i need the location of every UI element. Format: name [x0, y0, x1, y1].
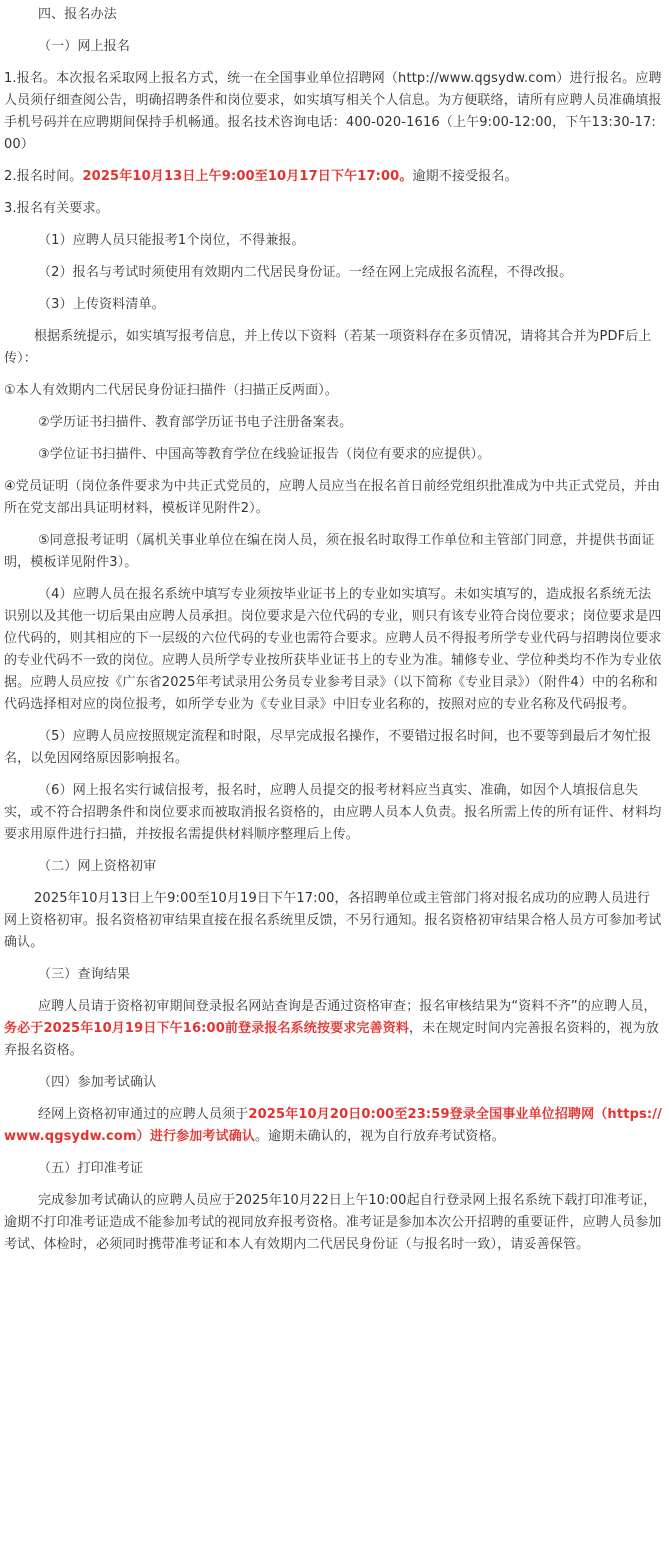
requirement-3: （3）上传资料清单。: [38, 297, 165, 312]
query-results-text: 应聘人员请于资格初审期间登录报名网站查询是否通过资格审查；报名审核结果为“资料不齐”的应聘人员，: [38, 999, 657, 1014]
requirement-4: （4）应聘人员在报名系统中填写专业须按毕业证书上的专业如实填写。未如实填写的，造成报名系统无法识别以及其他一切后果由应聘人员承担。岗位要求是六位代码的专业，则只有该专业符合岗位要求；岗位要求是四位代码的，则其相应的下一层级的六位代码的专业也需符合要求。应聘人员不得报考所学专业代码与招聘岗位要求的专业代码不一致的岗位。应聘人员所学专业按所获毕业证书上的专业为准。辅修专业、学位种类均不作为专业依据。应聘人员应按《广东省2025年考试录用公务员专业参考目录》（以下简称《专业目录》）（附件4）中的名称和代码选择相对应的岗位报考，如所学专业为《专业目录》中旧专业名称的，按照对应的专业名称及代码报考。: [4, 587, 662, 712]
exam-confirmation-note: 。逾期未确认的，视为自行放弃考试资格。: [255, 1129, 505, 1144]
exam-confirmation-text: 经网上资格初审通过的应聘人员须于: [38, 1107, 249, 1122]
upload-list-description: 根据系统提示，如实填写报考信息，并上传以下资料（若某一项资料存在多页情况，请将其合并为PDF后上传）：: [4, 329, 652, 366]
subsection-title-query-results: （三）查询结果: [38, 967, 131, 982]
registration-time-label: 2.报名时间。: [4, 169, 83, 184]
paragraph-exam-confirmation: [4, 1104, 663, 1148]
upload-item-4: ④党员证明（岗位条件要求为中共正式党员的，应聘人员应当在报名首日前经党组织批准成为中共正式党员，并由所在党支部出具证明材料，模板详见附件2）。: [4, 479, 661, 516]
registration-time-highlight: 2025年10月13日上午9:00至10月17日下午17:00。: [82, 169, 413, 184]
paragraph-print-ticket: 完成参加考试确认的应聘人员应于2025年10月22日上午10:00起自行登录网上报名系统下载打印准考证，逾期不打印准考证造成不能参加考试的视同放弃报考资格。准考证是参加本次公开招聘的重要证件，应聘人员参加考试、体检时，必须同时携带准考证和本人有效期内二代居民身份证（与报名时一致），请妥善保管。: [4, 1193, 662, 1252]
upload-item-5: ⑤同意报考证明（属机关事业单位在编在岗人员，须在报名时取得工作单位和主管部门同意，并提供书面证明，模板详见附件3）。: [4, 533, 655, 570]
paragraph-registration-time: [4, 166, 663, 188]
subsection-title-qualification-review: （二）网上资格初审: [38, 859, 157, 874]
paragraph-qualification-review: 2025年10月13日上午9:00至10月19日下午17:00，各招聘单位或主管部门将对报名成功的应聘人员进行网上资格初审。报名资格初审结果直接在报名系统里反馈，不另行通知。报名资格初审结果合格人员方可参加考试确认。: [4, 891, 662, 950]
paragraph-query-results: [4, 996, 663, 1062]
subsection-title-online-registration: （一）网上报名: [38, 39, 131, 54]
upload-item-2: ②学历证书扫描件、教育部学历证书电子注册备案表。: [38, 415, 353, 430]
subsection-title-print-ticket: （五）打印准考证: [38, 1161, 144, 1176]
upload-item-1: ①本人有效期内二代居民身份证扫描件（扫描正反两面）。: [4, 383, 339, 398]
paragraph-requirements-heading: 3.报名有关要求。: [4, 201, 109, 216]
requirement-1: （1）应聘人员只能报考1个岗位，不得兼报。: [38, 233, 305, 248]
query-results-note: ，未在规定时间内完善报名资料的，视为放弃报名资格。: [4, 1021, 659, 1058]
paragraph-registration: 1.报名。本次报名采取网上报名方式，统一在全国事业单位招聘网（http://www.qgsydw.com）进行报名。应聘人员须仔细查阅公告，明确招聘条件和岗位要求，如实填写相关个人信息。为方便联络，请所有应聘人员准确填报手机号码并在应聘期间保持手机畅通。报名技术咨询电话：400-020-1616（上午9:00-12:00，下午13:30-17:00）: [4, 71, 662, 152]
exam-confirmation-highlight: 2025年10月20日0:00至23:59登录全国事业单位招聘网（https://www.qgsydw.com）进行参加考试确认: [4, 1107, 663, 1144]
requirement-5: （5）应聘人员应按照规定流程和时限，尽早完成报名操作，不要错过报名时间，也不要等到最后才匆忙报名，以免因网络原因影响报名。: [4, 729, 652, 766]
section-title-registration: 四、报名办法: [38, 7, 117, 22]
query-results-highlight: 务必于2025年10月19日下午16:00前登录报名系统按要求完善资料: [4, 1021, 409, 1036]
registration-time-note: 逾期不接受报名。: [412, 169, 518, 184]
requirement-2: （2）报名与考试时须使用有效期内二代居民身份证。一经在网上完成报名流程，不得改报。: [38, 265, 573, 280]
upload-item-3: ③学位证书扫描件、中国高等教育学位在线验证报告（岗位有要求的应提供）。: [38, 447, 491, 462]
requirement-6: （6）网上报名实行诚信报考，报名时，应聘人员提交的报考材料应当真实、准确，如因个人填报信息失实，或不符合招聘条件和岗位要求而被取消报名资格的，由应聘人员本人负责。报名所需上传的所有证件、材料均要求用原件进行扫描，并按报名需提供材料顺序整理后上传。: [4, 783, 662, 842]
subsection-title-exam-confirmation: （四）参加考试确认: [38, 1075, 157, 1090]
